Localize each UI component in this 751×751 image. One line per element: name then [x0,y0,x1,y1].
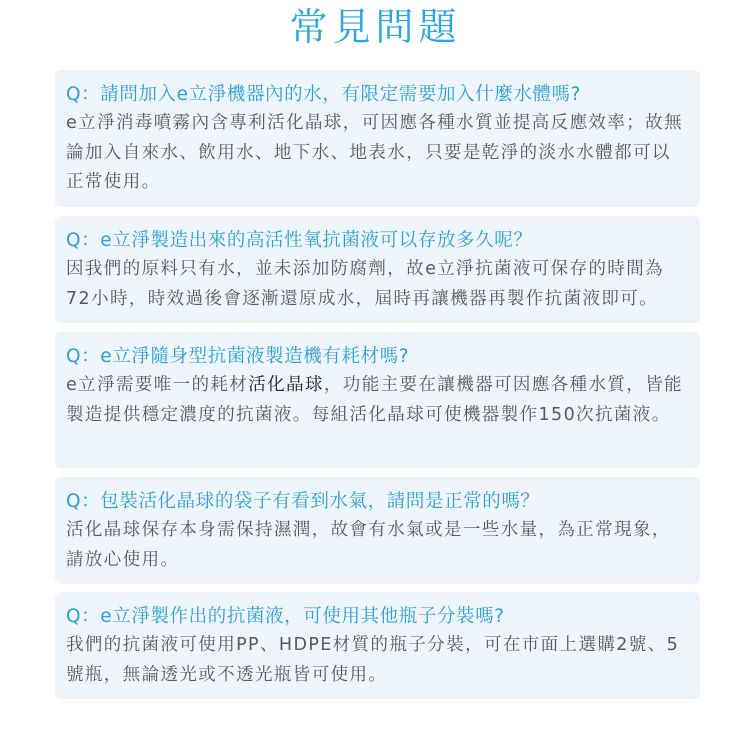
page-title: 常見問題 [289,5,462,49]
faq-item [55,70,700,207]
faq-answer: 我們的抗菌液可使用PP、HDPE材質的瓶子分裝，可在市面上選購2號、5號瓶，無論透光或不透光瓶皆可使用。 [66,635,680,685]
faq-item [55,592,700,699]
faq-question: Q：包裝活化晶球的袋子有看到水氣，請問是正常的嗎？ [66,491,540,512]
faq-question: Q：e立淨製作出的抗菌液，可使用其他瓶子分裝嗎? [66,606,505,627]
faq-question: Q：e立淨製造出來的高活性氧抗菌液可以存放多久呢？ [66,230,533,251]
faq-answer-highlight: 活化晶球 [248,375,324,395]
faq-answer: 活化晶球保存本身需保持濕潤，故會有水氣或是一些水量，為正常現象，請放心使用。 [66,520,671,570]
faq-question: Q：e立淨隨身型抗菌液製造機有耗材嗎? [66,346,410,367]
faq-answer-text: ，功能主要在讓機器可因應各種水質，皆能製造提供穩定濃度的抗菌液。每組活化晶球可使機器製作150次抗菌液。 [66,375,683,425]
faq-answer: e立淨消毒噴霧內含專利活化晶球，可因應各種水質並提高反應效率；故無論加入自來水、飲用水、地下水、地表水，只要是乾淨的淡水水體都可以正常使用。 [66,113,683,192]
faq-answer [66,371,688,430]
faq-item [55,332,700,468]
faq-question: Q：請問加入e立淨機器內的水，有限定需要加入什麼水體嗎? [66,84,582,105]
faq-item [55,477,700,584]
faq-item [55,216,700,323]
faq-answer: 因我們的原料只有水，並未添加防腐劑，故e立淨抗菌液可保存的時間為72小時，時效過後會逐漸還原成水，屆時再讓機器再製作抗菌液即可。 [66,259,665,309]
faq-answer-text: e立淨需要唯一的耗材 [66,375,249,395]
